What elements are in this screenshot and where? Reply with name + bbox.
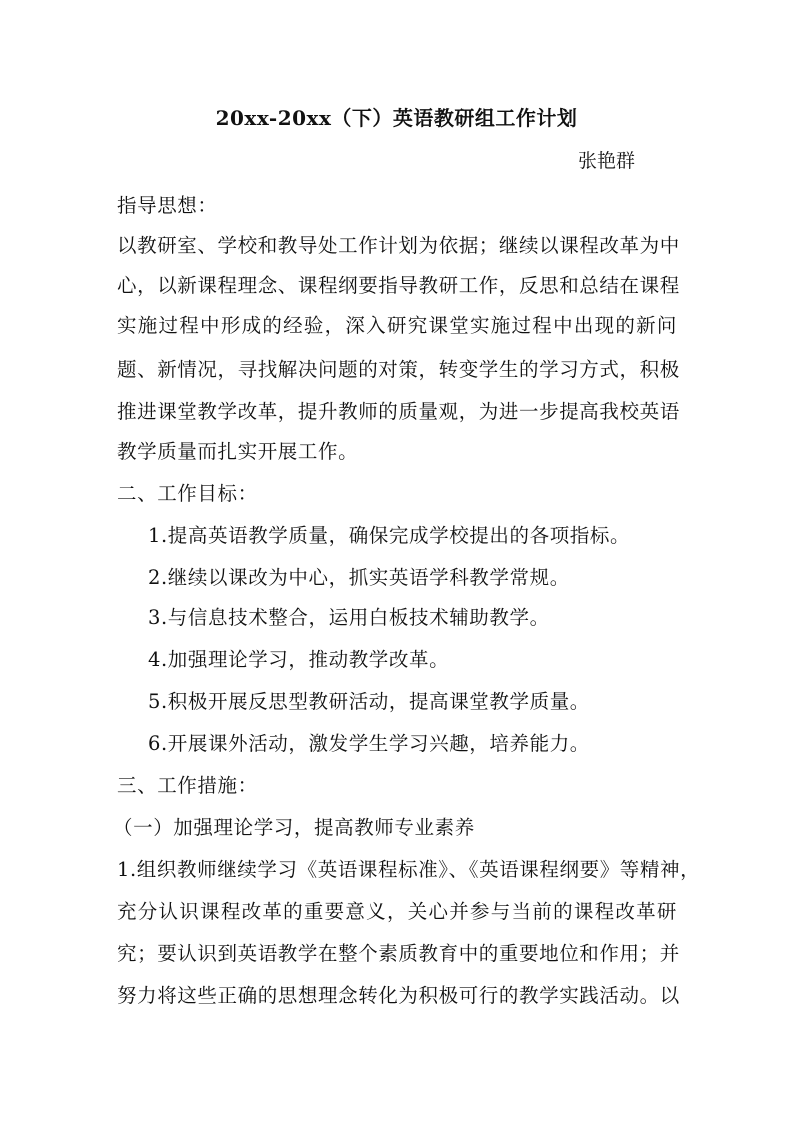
document-title: 20xx-20xx（下）英语教研组工作计划 [215, 106, 578, 130]
section-heading-guiding-thought: 指导思想： [117, 194, 218, 217]
goal-item: 6.开展课外活动，激发学生学习兴趣，培养能力。 [148, 732, 590, 755]
paragraph-line: 教学质量而扎实开展工作。 [117, 440, 359, 463]
paragraph-line: 以教研室、学校和教导处工作计划为依据；继续以课程改革为中 [117, 234, 680, 257]
goal-item: 5.积极开展反思型教研活动，提高课堂教学质量。 [148, 690, 590, 713]
goal-item: 2.继续以课改为中心，抓实英语学科教学常规。 [148, 566, 570, 589]
goal-item: 3.与信息技术整合，运用白板技术辅助教学。 [148, 606, 550, 629]
subsection-heading: （一）加强理论学习，提高教师专业素养 [113, 816, 475, 839]
paragraph-line: 心，以新课程理念、课程纲要指导教研工作，反思和总结在课程 [117, 274, 680, 297]
paragraph-line: 1.组织教师继续学习《英语课程标准》、《英语课程纲要》等精神， [117, 858, 701, 881]
paragraph-line: 实施过程中形成的经验，深入研究课堂实施过程中出现的新问 [117, 314, 677, 337]
goal-item: 1.提高英语教学质量，确保完成学校提出的各项指标。 [148, 524, 631, 547]
goal-item: 4.加强理论学习，推动教学改革。 [148, 648, 450, 671]
paragraph-line: 究；要认识到英语教学在整个素质教育中的重要地位和作用；并 [117, 942, 680, 965]
paragraph-line: 努力将这些正确的思想理念转化为积极可行的教学实践活动。以 [117, 984, 680, 1007]
section-heading-measures: 三、工作措施： [117, 774, 258, 797]
paragraph-line: 题、新情况，寻找解决问题的对策，转变学生的学习方式，积极 [117, 358, 680, 381]
section-heading-goals: 二、工作目标： [117, 482, 258, 505]
paragraph-line: 充分认识课程改革的重要意义，关心并参与当前的课程改革研 [117, 900, 677, 923]
author-name: 张艳群 [578, 150, 636, 172]
paragraph-line: 推进课堂教学改革，提升教师的质量观，为进一步提高我校英语 [117, 400, 680, 423]
